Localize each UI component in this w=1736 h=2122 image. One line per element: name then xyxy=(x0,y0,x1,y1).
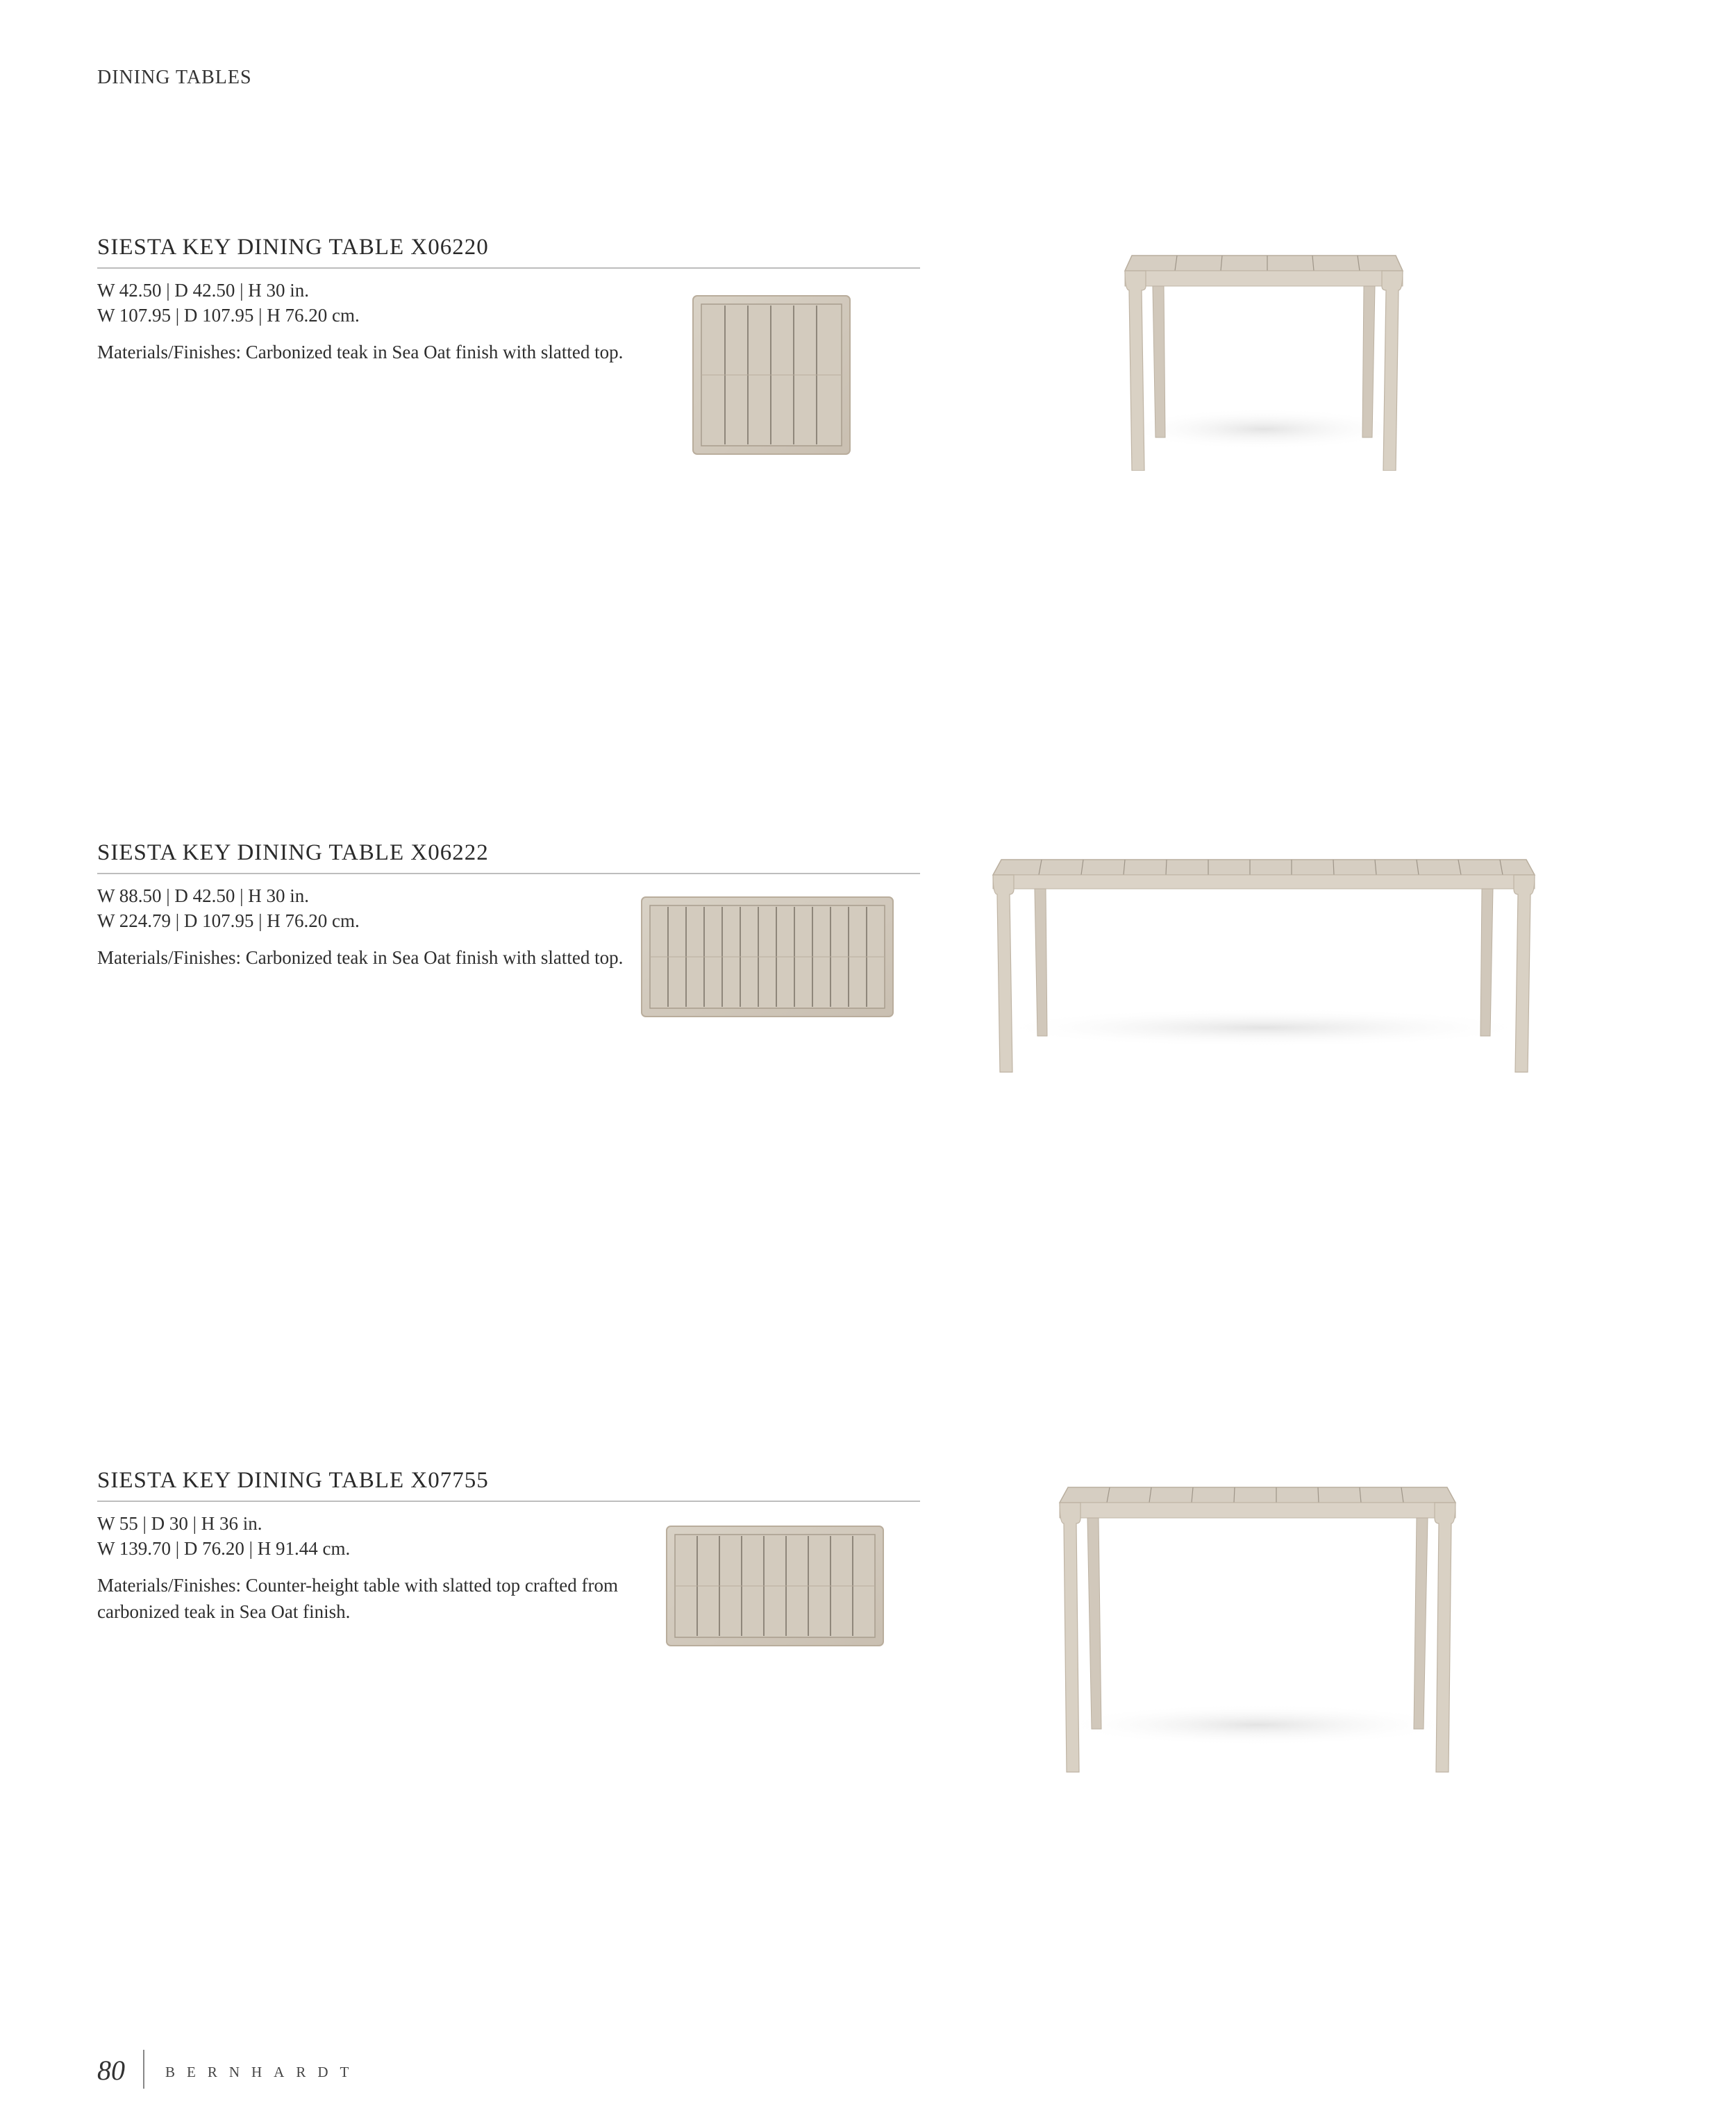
title-divider xyxy=(97,1501,920,1502)
product-dimensions xyxy=(97,883,360,933)
dimensions-inches: W 88.50 | D 42.50 | H 30 in. xyxy=(97,885,310,906)
table-side-view-image xyxy=(1046,1482,1469,1773)
table-top-view-image xyxy=(692,294,851,456)
product-dimensions xyxy=(97,1511,350,1561)
section-label: DINING TABLES xyxy=(97,67,252,88)
table-top-view-image xyxy=(665,1525,885,1647)
title-divider xyxy=(97,267,920,269)
product-materials: Materials/Finishes: Carbonized teak in Sea Oat finish with slatted top. xyxy=(97,947,624,968)
table-side-view-image xyxy=(979,854,1549,1073)
brand-wordmark: BERNHARDT xyxy=(165,2064,361,2080)
dimensions-centimeters: W 107.95 | D 107.95 | H 76.20 cm. xyxy=(97,305,360,326)
table-side-view-image xyxy=(1111,249,1417,471)
dimensions-inches: W 42.50 | D 42.50 | H 30 in. xyxy=(97,280,310,301)
product-title: SIESTA KEY DINING TABLE X06220 xyxy=(97,235,489,260)
product-title: SIESTA KEY DINING TABLE X06222 xyxy=(97,840,489,865)
title-divider xyxy=(97,873,920,874)
dimensions-centimeters: W 224.79 | D 107.95 | H 76.20 cm. xyxy=(97,910,360,931)
dimensions-inches: W 55 | D 30 | H 36 in. xyxy=(97,1513,262,1534)
footer-divider xyxy=(143,2050,144,2089)
product-materials: Materials/Finishes: Counter-height table with slatted top crafted from carbonized teak in Sea Oat finish. xyxy=(97,1575,619,1622)
product-materials: Materials/Finishes: Carbonized teak in Sea Oat finish with slatted top. xyxy=(97,342,624,362)
table-top-view-image xyxy=(640,896,894,1018)
page-number: 80 xyxy=(97,2055,125,2086)
dimensions-centimeters: W 139.70 | D 76.20 | H 91.44 cm. xyxy=(97,1538,351,1559)
product-title: SIESTA KEY DINING TABLE X07755 xyxy=(97,1468,489,1493)
product-dimensions xyxy=(97,278,360,328)
